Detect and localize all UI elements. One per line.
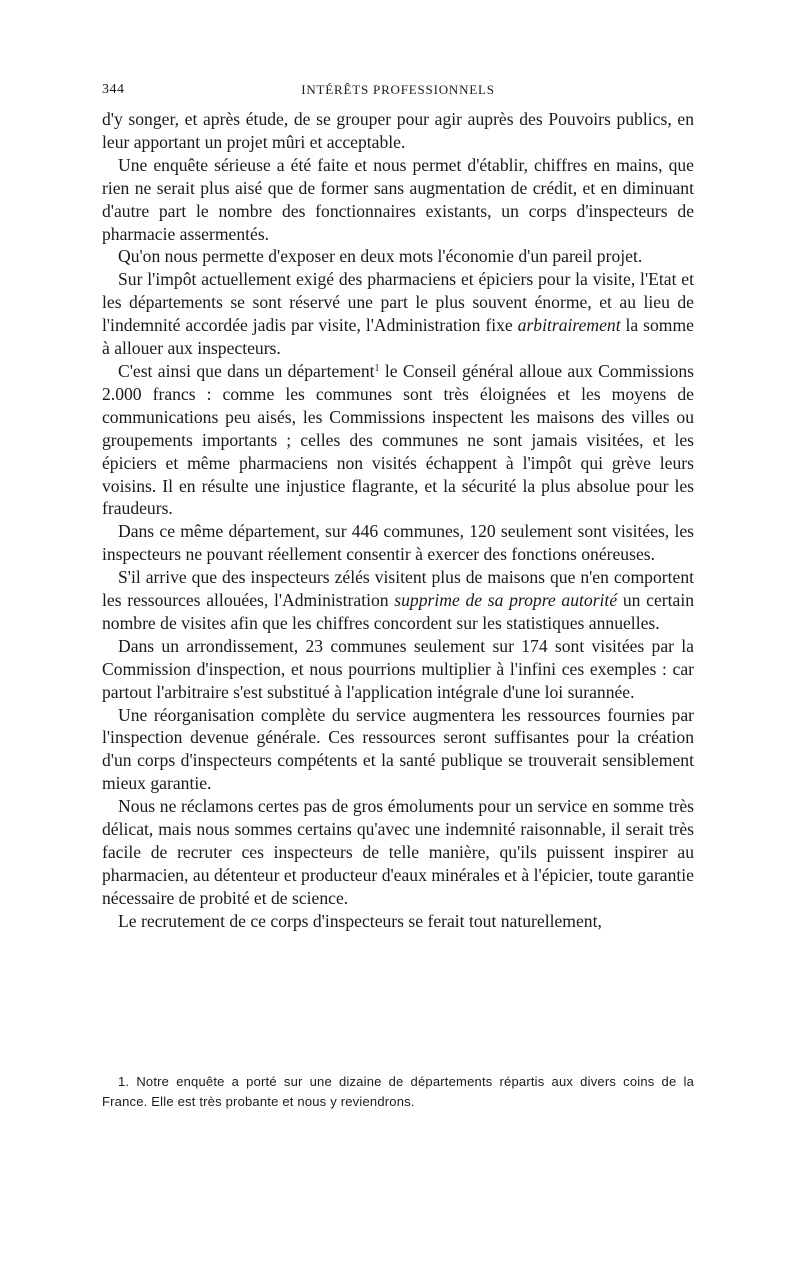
italic-text: arbitrairement (517, 315, 621, 336)
footnote-reference[interactable]: 1 (374, 362, 380, 374)
paragraph: Dans ce même département, sur 446 communes, 120 seulement sont visitées, les inspecteurs ne pouvant réellement consentir à exercer des fonctions onéreuses. (102, 521, 694, 565)
running-head (102, 82, 694, 108)
body-text (102, 108, 694, 933)
paragraph (102, 268, 694, 360)
paragraph (102, 360, 694, 520)
paragraph-text: Sur l'impôt actuellement exigé des pharmaciens et épiciers pour la visite, l'Etat et les départements se sont réservé une part le plus souvent énorme, et au lieu de l'indemnité accordée jadis par visite, l'Administration fixe (102, 269, 694, 336)
paragraph-text: S'il arrive que des inspecteurs zélés visitent plus de maisons que n'en comportent les ressources allouées, l'Administration (102, 567, 694, 611)
paragraph: Une réorganisation complète du service augmentera les ressources fournies par l'inspection devenue générale. Ces ressources seront suffisantes pour la création d'un corps d'inspecteurs compétents et la santé publique se trouverait sensiblement mieux garantie. (102, 704, 694, 794)
paragraph: Le recrutement de ce corps d'inspecteurs se ferait tout naturellement, (118, 910, 602, 931)
paragraph-text: la somme à allouer aux inspecteurs. (102, 315, 694, 359)
paragraph: Dans un arrondissement, 23 communes seulement sur 174 sont visitées par la Commission d'inspection, et nous pourrions multiplier à l'infini ces exemples : car partout l'arbitraire s'est substitué à l'application intégrale d'une loi surannée. (102, 635, 694, 702)
paragraph-text: C'est ainsi que dans un département (118, 360, 375, 381)
paragraph: Qu'on nous permette d'exposer en deux mots l'économie d'un pareil projet. (118, 246, 643, 267)
paragraph: d'y songer, et après étude, de se grouper pour agir auprès des Pouvoirs publics, en leur apportant un projet mûri et acceptable. (102, 109, 694, 152)
footnote-text: Notre enquête a porté sur une dizaine de départements répartis aux divers coins de la France. Elle est très probante et nous y reviendrons. (102, 1074, 695, 1109)
paragraph: Une enquête sérieuse a été faite et nous permet d'établir, chiffres en mains, que rien ne serait plus aisé que de former sans augmentation de crédit, et en diminuant d'autre part le nombre des fonctionnaires existants, un corps d'inspecteurs de pharmacie assermentés. (102, 154, 694, 244)
paragraph (102, 566, 694, 635)
italic-text: supprime de sa propre autorité (394, 590, 618, 611)
footnote (102, 1072, 694, 1112)
book-page (102, 82, 694, 933)
footnote-marker: 1. (118, 1074, 130, 1089)
paragraph-text: le Conseil général alloue aux Commissions 2.000 francs : comme les communes sont très éloignées et les moyens de communications peu aisés, les Commissions inspectent les maisons des villes ou groupements importants ; celles des communes ne sont jamais visitées, et les épiciers et même pharmaciens non visités échappent à l'impôt qui grève leurs voisins. Il en résulte une injustice flagrante, et la sécurité la plus absolue pour les fraudeurs. (102, 360, 694, 519)
page-number: 344 (102, 82, 125, 97)
running-title: INTÉRÊTS PROFESSIONNELS (301, 82, 495, 97)
paragraph-text: un certain nombre de visites afin que les chiffres concordent sur les statistiques annuelles. (102, 590, 694, 633)
paragraph: Nous ne réclamons certes pas de gros émoluments pour un service en somme très délicat, mais nous sommes certains qu'avec une indemnité raisonnable, il serait très facile de recruter ces inspecteurs de telle manière, qu'ils puissent inspirer au pharmacien, au détenteur et producteur d'eaux minérales et à l'épicier, toute garantie nécessaire de probité et de science. (102, 796, 694, 908)
